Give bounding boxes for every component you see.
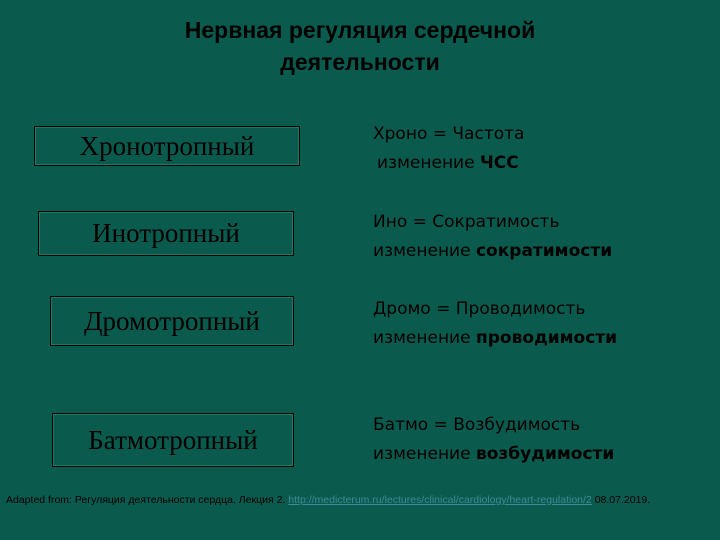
term-label: Батмотропный bbox=[88, 424, 258, 455]
term-box-dromotropic bbox=[50, 296, 294, 346]
term-label: Хронотропный bbox=[79, 130, 255, 161]
description-dromotropic bbox=[373, 295, 617, 353]
description-emphasis: сократимости bbox=[475, 241, 613, 261]
description-prefix: изменение bbox=[373, 444, 476, 464]
source-citation bbox=[6, 491, 706, 509]
description-line-1: Ино = Сократимость bbox=[373, 212, 560, 232]
citation-date: 08.07.2019. bbox=[591, 494, 651, 506]
description-line-1: Дромо = Проводимость bbox=[373, 299, 586, 319]
term-box-chronotropic bbox=[34, 126, 300, 166]
description-line-1: Хроно = Частота bbox=[373, 124, 525, 144]
title-line-1: Нервная регуляция сердечной bbox=[184, 17, 536, 43]
slide-title bbox=[0, 14, 720, 78]
description-line-2 bbox=[373, 324, 617, 353]
description-line-2 bbox=[373, 237, 612, 266]
citation-prefix: Adapted from: Регуляция деятельности сердца. Лекция 2. bbox=[6, 494, 289, 506]
term-label: Дромотропный bbox=[84, 305, 260, 336]
description-chronotropic bbox=[373, 120, 524, 178]
description-emphasis: проводимости bbox=[475, 328, 618, 348]
term-box-inotropic bbox=[38, 211, 294, 256]
description-inotropic bbox=[373, 208, 612, 266]
description-line-2 bbox=[373, 440, 614, 469]
description-emphasis: ЧСС bbox=[479, 153, 519, 173]
description-prefix: изменение bbox=[377, 153, 480, 173]
description-line-2 bbox=[373, 149, 524, 178]
description-prefix: изменение bbox=[373, 241, 476, 261]
citation-link[interactable]: http://medicterum.ru/lectures/clinical/cardiology/heart-regulation/2 bbox=[288, 494, 592, 506]
description-bathmotropic bbox=[373, 411, 614, 469]
description-prefix: изменение bbox=[373, 328, 476, 348]
description-emphasis: возбудимости bbox=[475, 444, 615, 464]
title-line-2: деятельности bbox=[280, 49, 440, 75]
term-label: Инотропный bbox=[92, 218, 240, 248]
description-line-1: Батмо = Возбудимость bbox=[373, 415, 581, 435]
term-box-bathmotropic bbox=[52, 413, 294, 467]
